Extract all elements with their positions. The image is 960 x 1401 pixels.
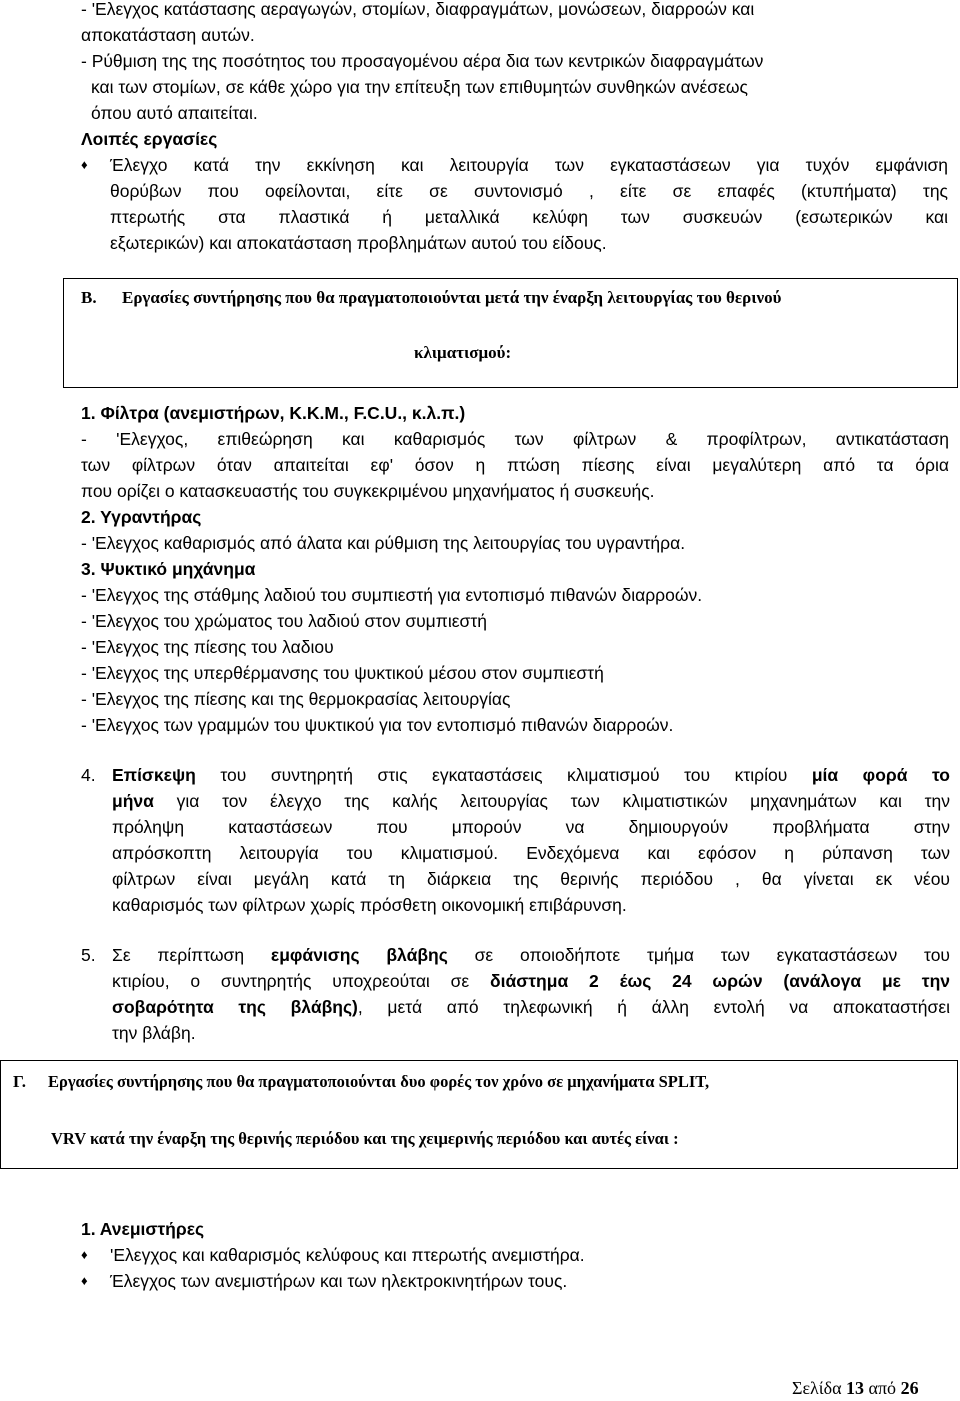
visit-line-1 [112, 764, 950, 786]
footer-mid: από [864, 1378, 901, 1398]
humidifier-line-1: - 'Ελεγχος καθαρισμός από άλατα και ρύθμιση της λειτουργίας του υγραντήρα. [81, 533, 686, 553]
fault-line-3 [112, 996, 950, 1018]
fault-line-2 [112, 970, 950, 992]
fault-text-3: κτιρίου, ο συντηρητής υποχρεούται σε [112, 971, 491, 991]
visit-bold-2: μία φορά το [811, 765, 950, 785]
visit-line-3: πρόληψη καταστάσεων που μπορούν να δημιουργούν προβλήματα στην [112, 817, 950, 837]
filters-heading: 1. Φίλτρα (ανεμιστήρων, Κ.Κ.Μ., F.C.U., κ.λ.π.) [81, 403, 466, 423]
section-b-title-line-1: Εργασίες συντήρησης που θα πραγματοποιούνται μετά την έναρξη λειτουργίας του θερινού [122, 288, 782, 307]
other-works-line-1: Έλεγχο κατά την εκκίνηση και λειτουργία των εγκαταστάσεων για τυχόν εμφάνιση [110, 155, 948, 175]
fans-bullet-1: 'Ελεγχος και καθαρισμός κελύφους και πτερωτής ανεμιστήρα. [110, 1245, 585, 1265]
section-c-box [0, 1060, 958, 1169]
diamond-bullet-icon: ♦ [81, 1247, 88, 1262]
chiller-item-6: - 'Ελεγχος των γραμμών του ψυκτικού για τον εντοπισμό πιθανών διαρροών. [81, 715, 674, 735]
intro-line-4: και των στομίων, σε κάθε χώρο για την επίτευξη των επιθυμητών συνθηκών ανέσεως [91, 77, 748, 97]
chiller-item-4: - 'Ελεγχος της υπερθέρμανσης του ψυκτικού μέσου στον συμπιεστή [81, 663, 604, 683]
section-c-title-line-2: VRV κατά την έναρξη της θερινής περιόδου και της χειμερινής περιόδου και αυτές είναι : [51, 1129, 679, 1148]
fault-text-1: Σε περίπτωση [112, 945, 271, 965]
intro-line-2: αποκατάσταση αυτών. [81, 25, 255, 45]
other-works-line-4: εξωτερικών) και αποκατάσταση προβλημάτων αυτού του είδους. [110, 233, 607, 253]
other-works-line-3: πτερωτής στα πλαστικά ή μεταλλικά κελύφη των συσκευών (εσωτερικών και [110, 207, 948, 227]
chiller-item-1: - 'Ελεγχος της στάθμης λαδιού του συμπιεστή για εντοπισμό πιθανών διαρροών. [81, 585, 703, 605]
fault-bold-3: σοβαρότητα της βλάβης) [112, 997, 358, 1017]
section-b-title-line-2: κλιματισμού: [414, 343, 512, 362]
visit-number: 4. [81, 765, 96, 785]
humidifier-heading: 2. Υγραντήρας [81, 507, 202, 527]
intro-line-5: όπου αυτό απαιτείται. [91, 103, 258, 123]
fault-bold-1: εμφάνισης βλάβης [270, 945, 448, 965]
visit-bold-3: μήνα [112, 791, 154, 811]
chiller-item-5: - 'Ελεγχος της πίεσης και της θερμοκρασίας λειτουργίας [81, 689, 511, 709]
diamond-bullet-icon: ♦ [81, 157, 88, 172]
section-c-title-line-1: Εργασίες συντήρησης που θα πραγματοποιούνται δυο φορές τον χρόνο σε μηχανήματα SPLIT, [48, 1072, 710, 1091]
visit-line-2 [112, 790, 950, 812]
fault-text-2: σε οποιοδήποτε τμήμα των εγκαταστάσεων του [447, 945, 951, 965]
other-works-line-2: θορύβων που οφείλονται, είτε σε συντονισμό , είτε σε επαφές (κτυπήματα) της [110, 181, 948, 201]
visit-bold-1: Επίσκεψη [112, 765, 196, 785]
visit-text-1: του συντηρητή στις εγκαταστάσεις κλιματισμού του κτιρίου [195, 765, 812, 785]
filters-line-1: - 'Ελεγχος, επιθεώρηση και καθαρισμός των φίλτρων & προφίλτρων, αντικατάσταση [81, 429, 949, 449]
footer-page-number: 13 [846, 1378, 865, 1398]
visit-line-4: απρόσκοπτη λειτουργία του κλιματισμού. Ενδεχόμενα και εφόσον η ρύπανση των [112, 843, 950, 863]
footer-total-pages: 26 [900, 1378, 919, 1398]
chiller-item-3: - 'Ελεγχος της πίεσης του λαδιου [81, 637, 334, 657]
intro-line-3: - Ρύθμιση της της ποσότητος του προσαγομένου αέρα δια των κεντρικών διαφραγμάτων [81, 51, 764, 71]
visit-text-2: για τον έλεγχο της καλής λειτουργίας των κλιματιστικών μηχανημάτων και την [153, 791, 950, 811]
visit-line-5: φίλτρων είναι μεγάλη κατά τη διάρκεια της θερινής περιόδου , θα γίνεται εκ νέου [112, 869, 950, 889]
page-footer [792, 1378, 919, 1399]
chiller-heading: 3. Ψυκτικό μηχάνημα [81, 559, 256, 579]
chiller-item-2: - 'Ελεγχος του χρώματος του λαδιού στον συμπιεστή [81, 611, 487, 631]
filters-line-2: των φίλτρων όταν απαιτείται εφ' όσον η πτώση πίεσης είναι μεγαλύτερη από τα όρια [81, 455, 949, 475]
section-c-letter: Γ. [13, 1072, 27, 1091]
fault-line-1 [112, 944, 950, 966]
footer-prefix: Σελίδα [792, 1378, 847, 1398]
fans-bullet-2: Έλεγχος των ανεμιστήρων και των ηλεκτροκινητήρων τους. [110, 1271, 568, 1291]
other-works-heading: Λοιπές εργασίες [81, 129, 218, 149]
fault-line-4: την βλάβη. [112, 1023, 196, 1043]
filters-line-3: που ορίζει ο κατασκευαστής του συγκεκριμένου μηχανήματος ή συσκευής. [81, 481, 655, 501]
diamond-bullet-icon: ♦ [81, 1273, 88, 1288]
fans-heading: 1. Ανεμιστήρες [81, 1219, 205, 1239]
fault-text-4: , μετά από τηλεφωνική ή άλλη εντολή να αποκαταστήσει [357, 997, 951, 1017]
intro-line-1: - 'Ελεγχος κατάστασης αεραγωγών, στομίων, διαφραγμάτων, μονώσεων, διαρροών και [81, 0, 755, 19]
section-b-letter: Β. [81, 288, 97, 307]
visit-line-6: καθαρισμός των φίλτρων χωρίς πρόσθετη οικονομική επιβάρυνση. [112, 895, 627, 915]
fault-number: 5. [81, 945, 96, 965]
fault-bold-2: διάστημα 2 έως 24 ωρών (ανάλογα με την [490, 971, 950, 991]
section-b-box [63, 278, 958, 388]
